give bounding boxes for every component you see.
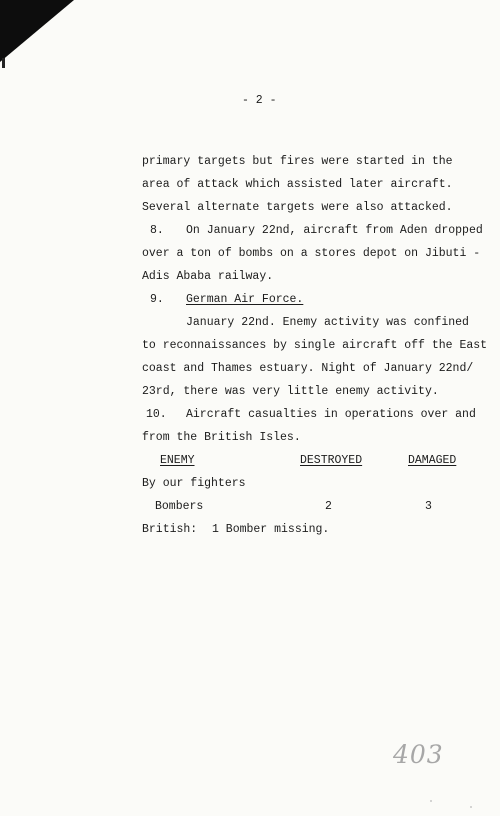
table-header-damaged: DAMAGED [408,454,457,467]
p9-line-4: 23rd, there was very little enemy activity. [142,385,439,398]
table-header-destroyed: DESTROYED [300,454,363,467]
p8-number: 8. [150,224,164,237]
british-label: British: [142,523,198,536]
table-row-label: Bombers [155,500,204,513]
p8-line-3: Adis Ababa railway. [142,270,274,283]
p9-line-1: January 22nd. Enemy activity was confined [186,316,469,329]
paper-speck [430,800,432,802]
p7-line-1: primary targets but fires were started in the [142,155,453,168]
p9-line-2: to reconnaissances by single aircraft off the East [142,339,488,352]
table-row-damaged: 3 [425,500,432,513]
p9-heading: German Air Force. [186,293,304,306]
table-header-enemy: ENEMY [160,454,195,467]
p10-line-2: from the British Isles. [142,431,301,444]
handwritten-folio-number: 403 [393,740,444,769]
p9-line-3: coast and Thames estuary. Night of January 22nd/ [142,362,474,375]
page-number: - 2 - [242,94,277,107]
table-group-label: By our fighters [142,477,246,490]
table-row-destroyed: 2 [325,500,332,513]
p9-number: 9. [150,293,164,306]
dark-corner-fold [0,0,74,62]
p7-line-3: Several alternate targets were also attacked. [142,201,453,214]
corner-mark [2,58,5,68]
p8-line-1: On January 22nd, aircraft from Aden dropped [186,224,483,237]
british-text: 1 Bomber missing. [212,523,330,536]
p7-line-2: area of attack which assisted later aircraft. [142,178,453,191]
paper-speck [470,806,472,808]
p10-line-1: Aircraft casualties in operations over and [186,408,476,421]
p8-line-2: over a ton of bombs on a stores depot on Jibuti - [142,247,481,260]
p10-number: 10. [146,408,167,421]
